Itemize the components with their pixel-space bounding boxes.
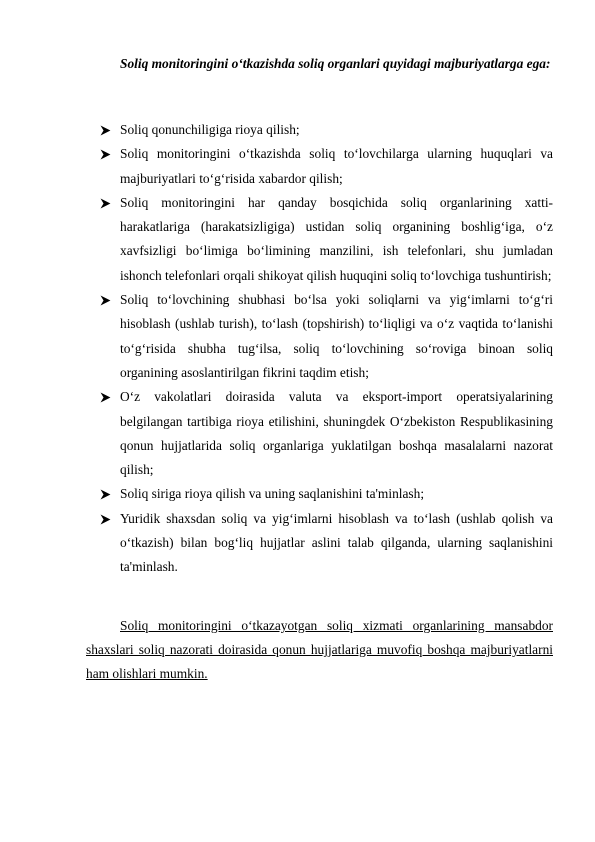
arrowhead-bullet-icon: [100, 489, 111, 500]
list-item-text: Yuridik shaxsdan soliq va yig‘imlarni hisoblash va to‘lash (ushlab qolish va o‘tkazish) bilan bog‘liq hujjatlar aslini talab qilganda, ularning saqlanishini ta'minlash.: [120, 510, 553, 575]
closing-paragraph: Soliq monitoringini o‘tkazayotgan soliq xizmati organlarining mansabdor shaxslari soliq nazorati doirasida qonun hujjatlariga muvofiq boshqa majburiyatlarni ham olishlari mumkin.: [86, 618, 553, 681]
list-item-text: Soliq monitoringini har qanday bosqichida soliq organlarining xatti-harakatlariga (harakatsizligiga) ustidan soliq organining boshlig‘iga, o‘z xavfsizligi bo‘limiga bo‘limining manzilini, ish telefonlari, shu jumladan ishonch telefonlari orqali shikoyat qilish huquqini soliq to‘lovchiga tushuntirish;: [120, 194, 553, 283]
arrowhead-bullet-icon: [100, 198, 111, 209]
obligations-list: [100, 118, 553, 580]
list-item-text: Soliq qonunchiligiga rioya qilish;: [120, 122, 300, 137]
list-item: [100, 142, 553, 191]
list-item: [100, 191, 553, 288]
list-item-text: Soliq to‘lovchining shubhasi bo‘lsa yoki soliqlarni va yig‘imlarni to‘g‘ri hisoblash (ushlab turish), to‘lash (topshirish) to‘liqligi va o‘z vaqtida to‘lanishi to‘g‘risida shubha tug‘ilsa, soliq to‘lovchining so‘roviga binoan soliq organining asoslantirilgan fikrini taqdim etish;: [120, 292, 553, 380]
arrowhead-bullet-icon: [100, 295, 111, 306]
arrowhead-bullet-icon: [100, 149, 111, 160]
list-item: [100, 288, 553, 385]
list-item: [100, 507, 553, 580]
arrowhead-bullet-icon: [100, 392, 111, 403]
list-item-text: O‘z vakolatlari doirasida valuta va eksport-import operatsiyalarining belgilangan tartibiga rioya etilishini, shuningdek O‘zbekiston Respublikasining qonun hujjatlarida soliq organlariga yuklatilgan boshqa masalalarni nazorat qilish;: [120, 389, 553, 478]
list-item: [100, 385, 553, 482]
list-item-text: Soliq siriga rioya qilish va uning saqlanishini ta'minlash;: [120, 486, 425, 502]
intro-heading: Soliq monitoringini o‘tkazishda soliq organlari quyidagi majburiyatlarga ega:: [120, 56, 551, 71]
list-item: [100, 118, 553, 142]
list-item-text: Soliq monitoringini o‘tkazishda soliq to‘lovchilarga ularning huquqlari va majburiyatlari to‘g‘risida xabardor qilish;: [120, 146, 553, 186]
list-item: [100, 482, 553, 506]
arrowhead-bullet-icon: [100, 125, 111, 136]
arrowhead-bullet-icon: [100, 514, 111, 525]
